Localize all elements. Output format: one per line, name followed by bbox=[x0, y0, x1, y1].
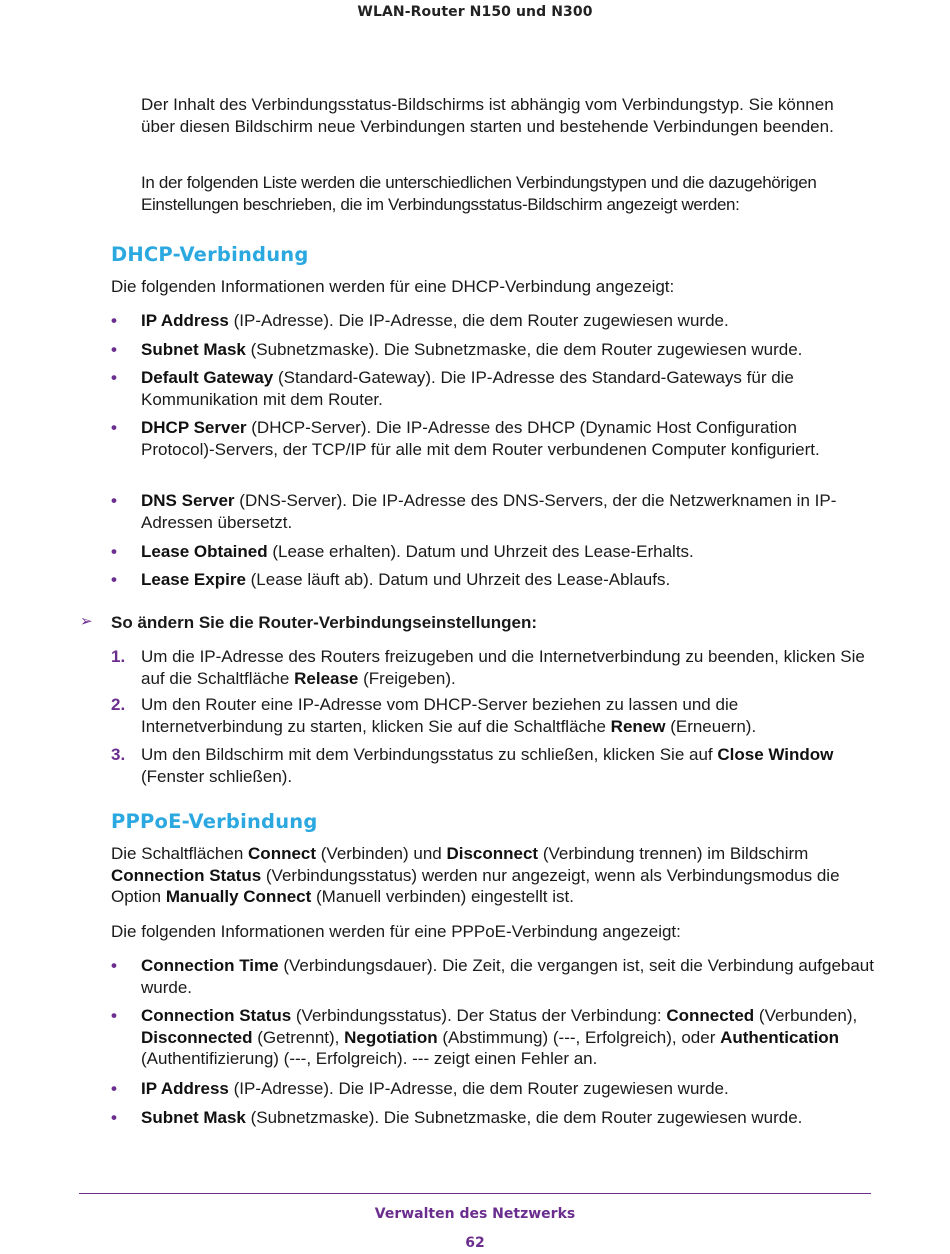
term: Subnet Mask bbox=[141, 340, 246, 359]
dhcp-lead: Die folgenden Informationen werden für eine DHCP-Verbindung angezeigt: bbox=[111, 277, 675, 296]
term-description: (Lease erhalten). Datum und Uhrzeit des Lease-Erhalts. bbox=[267, 542, 694, 561]
step-text: Um die IP-Adresse des Routers freizugeben und die Internetverbindung zu beenden, klicken Sie auf die Schaltfläche bbox=[141, 647, 865, 688]
page-header: WLAN-Router N150 und N300 bbox=[357, 4, 593, 20]
term: DHCP Server bbox=[141, 418, 247, 437]
step-text: (Freigeben). bbox=[358, 668, 456, 688]
term: Connection Status bbox=[141, 1006, 292, 1025]
bullet-icon: • bbox=[111, 956, 117, 975]
term: IP Address bbox=[141, 1079, 229, 1098]
term-description: (Verbindungsdauer). Die Zeit, die vergangen ist, seit die Verbindung aufgebaut wurde. bbox=[141, 956, 874, 997]
term: Lease Obtained bbox=[141, 542, 268, 561]
term: IP Address bbox=[141, 311, 229, 330]
term: Connection Time bbox=[141, 956, 279, 975]
ui-term: Close Window bbox=[717, 745, 834, 764]
step-text: Um den Bildschirm mit dem Verbindungsstatus zu schließen, klicken Sie auf bbox=[141, 745, 718, 764]
step-number: 2. bbox=[111, 695, 126, 714]
footer-section-title: Verwalten des Netzwerks bbox=[374, 1206, 576, 1222]
term-description: (Subnetzmaske). Die Subnetzmaske, die dem Router zugewiesen wurde. bbox=[245, 1108, 803, 1127]
pppoe-lead: Die folgenden Informationen werden für eine PPPoE-Verbindung angezeigt: bbox=[111, 922, 681, 941]
bullet-icon: • bbox=[111, 368, 117, 387]
footer-divider bbox=[79, 1193, 871, 1194]
bullet-icon: • bbox=[111, 311, 117, 330]
task-title: So ändern Sie die Router-Verbindungseinstellungen: bbox=[111, 613, 537, 632]
pppoe-paragraph: Die Schaltflächen Connect (Verbinden) und Disconnect (Verbindung trennen) im Bildschirm Connection Status (Verbindungsstatus) werden nur angezeigt, wenn als Verbindungsmodus die Option Manually Connect (Manuell verbinden) eingestellt ist. bbox=[111, 844, 840, 907]
dhcp-heading: DHCP-Verbindung bbox=[111, 243, 309, 266]
bullet-icon: • bbox=[111, 542, 117, 561]
pppoe-heading: PPPoE-Verbindung bbox=[111, 810, 318, 833]
page-number: 62 bbox=[465, 1235, 485, 1251]
term-description: (Subnetzmaske). Die Subnetzmaske, die dem Router zugewiesen wurde. bbox=[245, 340, 803, 359]
step-number: 3. bbox=[111, 745, 126, 764]
bullet-icon: • bbox=[111, 1006, 117, 1025]
term-description: (DNS-Server). Die IP-Adresse des DNS-Servers, der die Netzwerknamen in IP-Adressen übersetzt. bbox=[141, 491, 837, 532]
term: Subnet Mask bbox=[141, 1108, 246, 1127]
bullet-icon: • bbox=[111, 1108, 117, 1127]
bullet-icon: • bbox=[111, 1079, 117, 1098]
term-description: (IP-Adresse). Die IP-Adresse, die dem Router zugewiesen wurde. bbox=[228, 311, 729, 330]
intro-paragraph-1: Der Inhalt des Verbindungsstatus-Bildschirms ist abhängig vom Verbindungstyp. Sie können über diesen Bildschirm neue Verbindungen starten und bestehende Verbindungen beenden. bbox=[141, 95, 834, 136]
bullet-icon: • bbox=[111, 418, 117, 437]
term-description: (DHCP-Server). Die IP-Adresse des DHCP (Dynamic Host Configuration Protocol)-Servers, der TCP/IP für alle mit dem Router verbundenen Computer konfiguriert. bbox=[141, 418, 820, 459]
term: Lease Expire bbox=[141, 570, 246, 589]
step-text: (Erneuern). bbox=[665, 716, 757, 736]
ui-term: Release bbox=[294, 668, 359, 688]
term-description: (Standard-Gateway). Die IP-Adresse des Standard-Gateways für die Kommunikation mit dem Router. bbox=[141, 368, 794, 409]
arrow-right-icon: ➢ bbox=[80, 612, 93, 630]
term-description: (Lease läuft ab). Datum und Uhrzeit des Lease-Ablaufs. bbox=[245, 570, 671, 589]
bullet-icon: • bbox=[111, 570, 117, 589]
term: DNS Server bbox=[141, 491, 235, 510]
bullet-icon: • bbox=[111, 491, 117, 510]
ui-term: Renew bbox=[610, 716, 666, 736]
step-text: Um den Router eine IP-Adresse vom DHCP-Server beziehen zu lassen und die Internetverbindung zu starten, klicken Sie auf die Schaltfläche bbox=[141, 695, 739, 736]
intro-paragraph-2: In der folgenden Liste werden die unterschiedlichen Verbindungstypen und die dazugehörigen Einstellungen beschrieben, die im Verbindungsstatus-Bildschirm angezeigt werden: bbox=[141, 173, 817, 214]
term: Default Gateway bbox=[141, 368, 274, 387]
term-description: (IP-Adresse). Die IP-Adresse, die dem Router zugewiesen wurde. bbox=[228, 1079, 729, 1098]
step-text: (Fenster schließen). bbox=[141, 766, 293, 786]
step-number: 1. bbox=[111, 647, 126, 666]
bullet-icon: • bbox=[111, 340, 117, 359]
